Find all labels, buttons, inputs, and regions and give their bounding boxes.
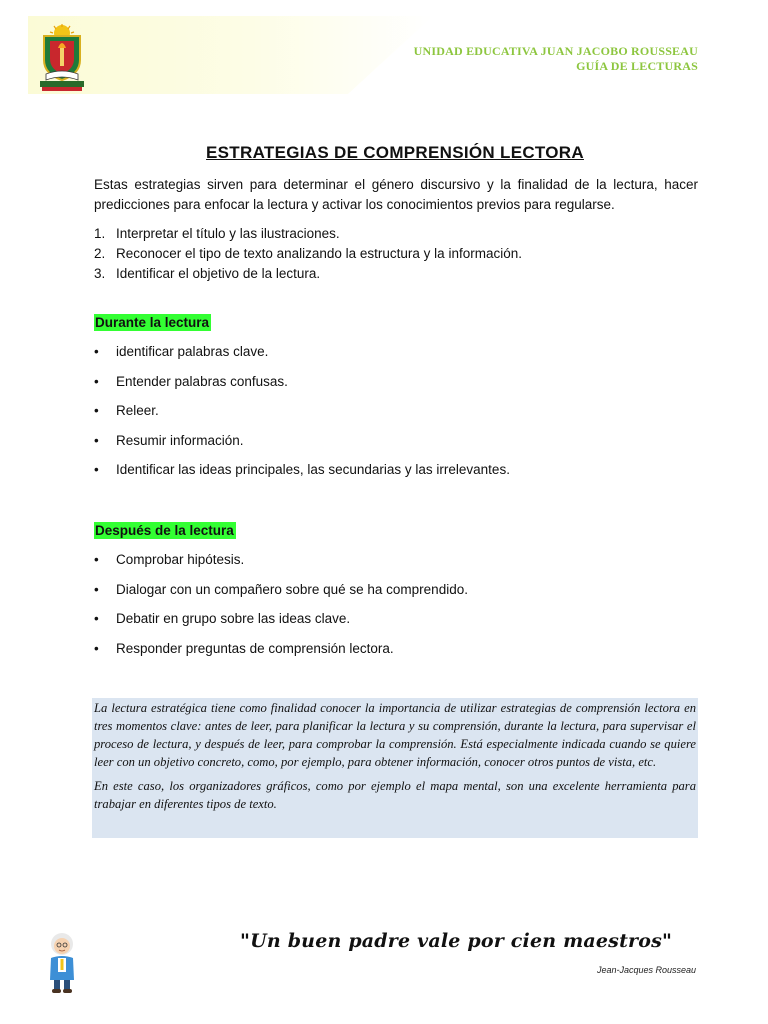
note-paragraph: La lectura estratégica tiene como finalidad conocer la importancia de utilizar estrategias de comprensión lectora en tres momentos clave: antes de leer, para planificar la lectura y su comprensión, durante la lectura, para supervisar el proceso de lectura, y después de leer, para comprobar la comprensión. Está especialmente indicada cuando se quiere leer con un objetivo concreto, como, por ejemplo, para obtener información, conocer otros puntos de vista, etc.: [94, 701, 696, 769]
bullet-icon: •: [94, 373, 99, 389]
bullet-icon: •: [94, 344, 99, 359]
school-name: UNIDAD EDUCATIVA JUAN JACOBO ROUSSEAU: [413, 44, 698, 58]
list-item: [94, 610, 698, 640]
bullet-icon: •: [94, 403, 99, 418]
list-item: [94, 461, 698, 491]
list-item-text: Interpretar el título y las ilustraciones.: [116, 226, 340, 241]
list-number: 2.: [94, 246, 106, 261]
note-paragraph: En este caso, los organizadores gráficos, como por ejemplo el mapa mental, son una excelente herramienta para trabajar en diferentes tipos de texto.: [94, 779, 696, 811]
list-item: [94, 343, 698, 373]
list-item: [94, 581, 698, 611]
after-reading-heading: Después de la lectura: [95, 523, 234, 538]
intro-paragraph: Estas estrategias sirven para determinar el género discursivo y la finalidad de la lectura, hacer predicciones para enfocar la lectura y activar los conocimientos previos para regularse.: [94, 177, 698, 212]
list-item-text: Resumir información.: [116, 432, 244, 448]
note-box: [92, 698, 698, 838]
list-item-text: Responder preguntas de comprensión lectora.: [116, 640, 394, 656]
list-item: [94, 402, 698, 432]
guide-subtitle: GUÍA DE LECTURAS: [576, 59, 698, 73]
list-item: [94, 640, 698, 670]
list-item: [94, 432, 698, 462]
bullet-icon: •: [94, 581, 99, 597]
during-reading-list: [94, 343, 698, 491]
bullet-icon: •: [94, 552, 99, 567]
list-item: [94, 224, 698, 244]
bullet-icon: •: [94, 611, 99, 626]
bullet-icon: •: [94, 640, 99, 656]
list-item-text: Identificar las ideas principales, las secundarias y las irrelevantes.: [116, 462, 510, 477]
list-number: 1.: [94, 226, 106, 241]
footer-quote: "Un buen padre vale por cien maestros": [240, 930, 673, 952]
quote-author: Jean-Jacques Rousseau: [596, 965, 696, 975]
list-item-text: identificar palabras clave.: [116, 344, 269, 359]
list-item-text: Identificar el objetivo de la lectura.: [116, 266, 321, 281]
list-item: [94, 373, 698, 403]
page-title: ESTRATEGIAS DE COMPRENSIÓN LECTORA: [206, 143, 584, 162]
bullet-icon: •: [94, 432, 99, 448]
bullet-icon: •: [94, 462, 99, 477]
list-item-text: Comprobar hipótesis.: [116, 552, 245, 567]
list-item-text: Releer.: [116, 403, 159, 418]
list-item-text: Dialogar con un compañero sobre qué se ha comprendido.: [116, 581, 468, 597]
during-reading-heading: Durante la lectura: [95, 315, 210, 330]
list-item: [94, 551, 698, 581]
header-text: [414, 44, 698, 74]
school-crest-icon: [36, 24, 88, 92]
list-item: [94, 264, 698, 284]
list-item-text: Reconocer el tipo de texto analizando la estructura y la información.: [116, 246, 522, 261]
after-reading-list: [94, 551, 698, 669]
before-reading-list: [94, 224, 698, 284]
list-number: 3.: [94, 266, 106, 281]
list-item: [94, 244, 698, 264]
list-item-text: Entender palabras confusas.: [116, 373, 288, 389]
list-item-text: Debatir en grupo sobre las ideas clave.: [116, 611, 351, 626]
teacher-mascot-icon: [44, 932, 80, 994]
